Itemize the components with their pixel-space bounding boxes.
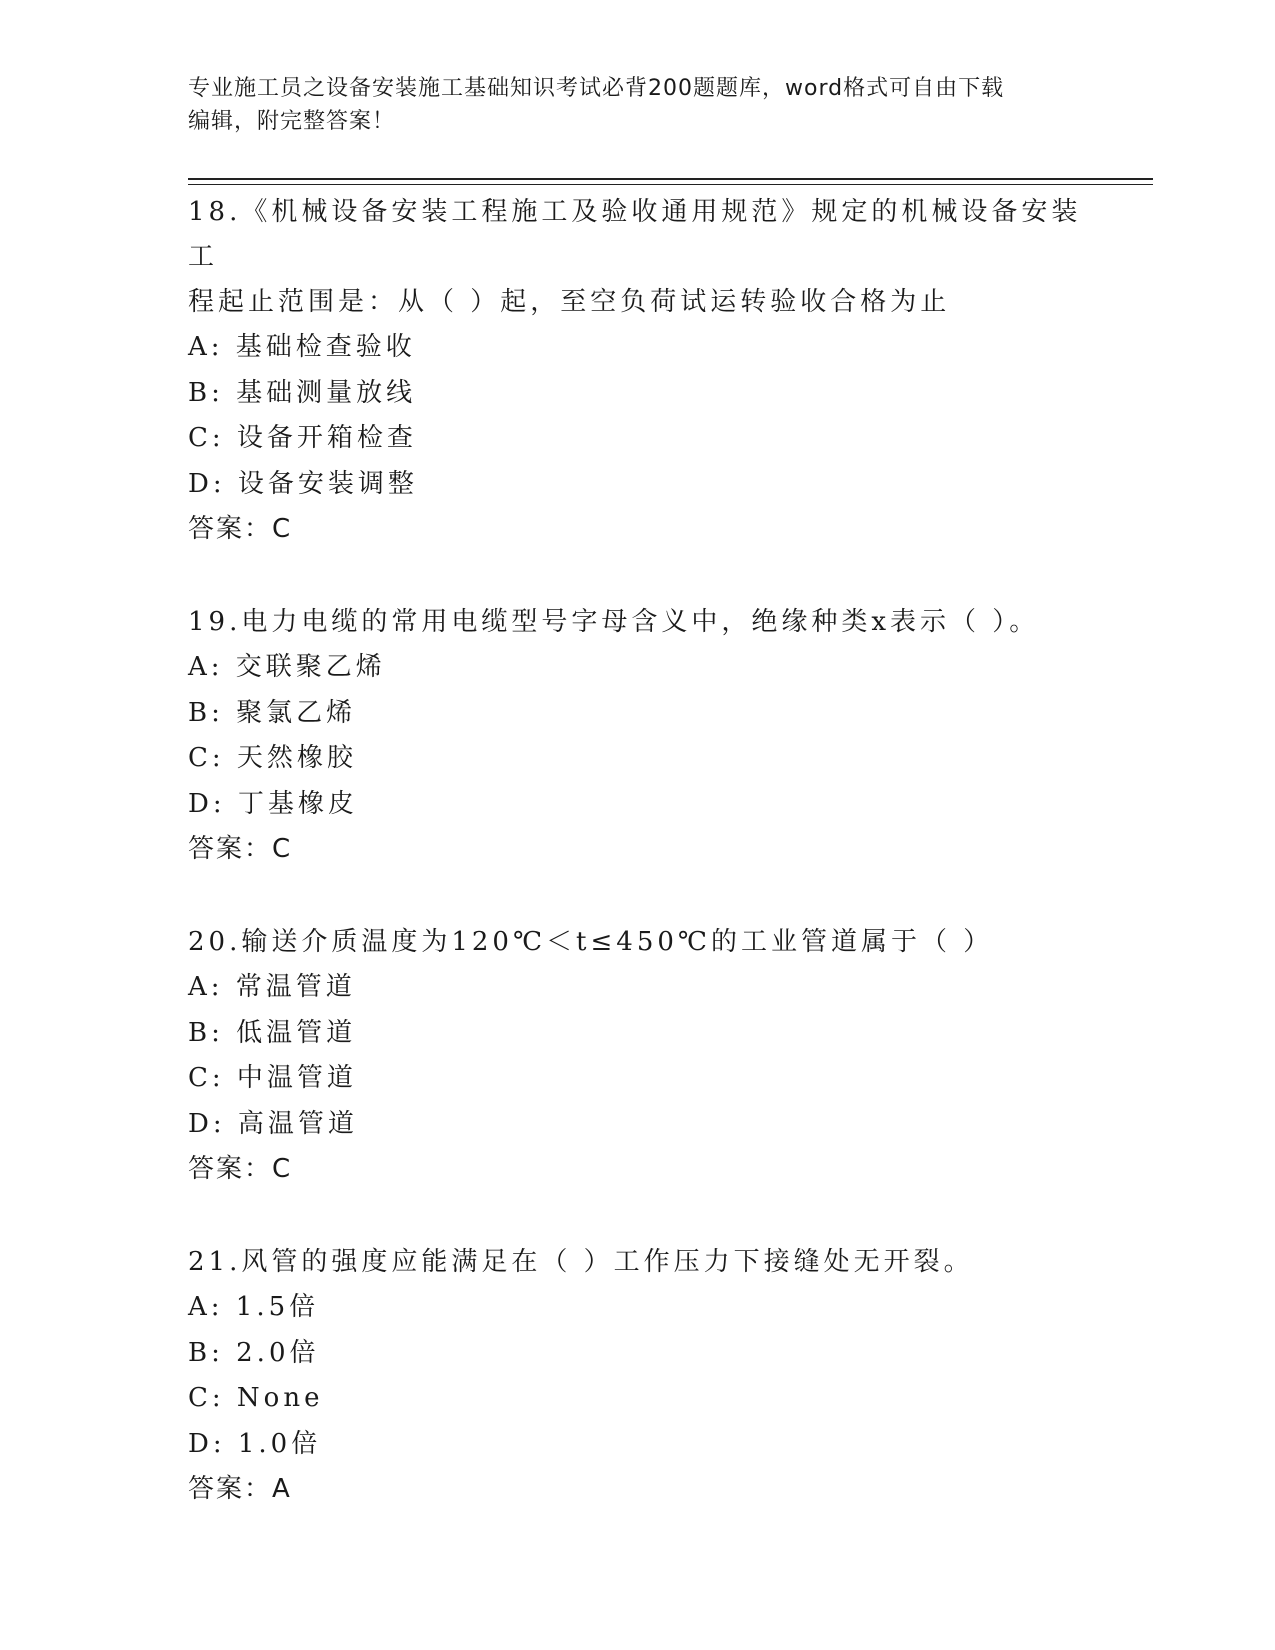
option-d: D: 丁基橡皮 (188, 788, 358, 819)
answer: 答案：C (188, 834, 293, 864)
option-b: B: 基础测量放线 (188, 377, 417, 408)
question-list (188, 190, 1088, 1560)
option-c: C: None (188, 1383, 324, 1413)
option-a: A: 交联聚乙烯 (188, 652, 386, 682)
header-divider-thick (188, 178, 1153, 180)
option-d: D: 高温管道 (188, 1108, 358, 1139)
question-20 (188, 920, 1088, 1192)
document-header (188, 72, 1088, 138)
question-stem-continued: 程起止范围是：从（ ）起，至空负荷试运转验收合格为止 (188, 287, 951, 317)
option-b: B: 低温管道 (188, 1017, 357, 1048)
option-b: B: 2.0倍 (188, 1337, 320, 1368)
option-c: C: 中温管道 (188, 1063, 357, 1093)
question-stem: 19.电力电缆的常用电缆型号字母含义中，绝缘种类x表示（ ）。 (188, 607, 1040, 637)
question-18 (188, 190, 1088, 552)
header-title-line-1: 专业施工员之设备安装施工基础知识考试必背200题题库，word格式可自由下载 (188, 76, 1005, 101)
question-19 (188, 600, 1088, 872)
option-d: D: 设备安装调整 (188, 468, 418, 499)
option-d: D: 1.0倍 (188, 1428, 322, 1459)
option-c: C: 设备开箱检查 (188, 423, 417, 453)
question-stem: 20.输送介质温度为120℃＜t≤450℃的工业管道属于（ ） (188, 927, 994, 957)
answer: 答案：A (188, 1474, 292, 1504)
answer: 答案：C (188, 1154, 293, 1184)
header-divider-thin (188, 184, 1153, 185)
question-stem: 21.风管的强度应能满足在（ ）工作压力下接缝处无开裂。 (188, 1247, 974, 1277)
question-21 (188, 1240, 1088, 1512)
answer: 答案：C (188, 514, 293, 544)
option-a: A: 1.5倍 (188, 1292, 320, 1322)
option-c: C: 天然橡胶 (188, 743, 357, 773)
option-b: B: 聚氯乙烯 (188, 697, 357, 728)
option-a: A: 常温管道 (188, 972, 356, 1002)
header-title-line-2: 编辑，附完整答案！ (188, 109, 396, 134)
question-stem: 18.《机械设备安装工程施工及验收通用规范》规定的机械设备安装工 (188, 197, 1082, 272)
option-a: A: 基础检查验收 (188, 332, 416, 362)
